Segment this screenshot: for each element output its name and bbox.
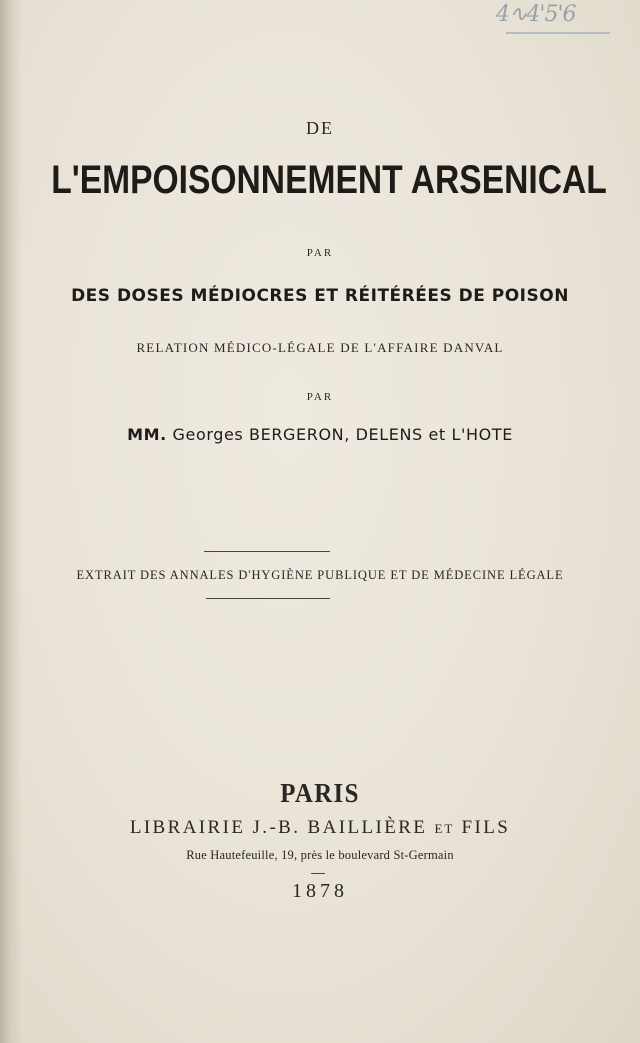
publisher-line (0, 817, 640, 839)
shelf-mark-underline (506, 32, 610, 34)
publisher-et: ET (434, 821, 455, 836)
subtitle: DES DOSES MÉDIOCRES ET RÉITÉRÉES DE POISON (71, 286, 569, 306)
authors-line (0, 425, 640, 444)
handwritten-shelf-mark: 4∿4'5'6 (496, 2, 576, 27)
par-label-1: PAR (306, 247, 334, 259)
publication-year: 1878 (292, 880, 348, 902)
relation-line: RELATION MÉDICO-LÉGALE DE L'AFFAIRE DANVAL (136, 340, 504, 355)
year-dash (311, 873, 325, 874)
extrait-line: EXTRAIT DES ANNALES D'HYGIÈNE PUBLIQUE ET DE MÉDECINE LÉGALE (76, 568, 564, 582)
divider-top (204, 551, 330, 552)
title-de: DE (306, 118, 334, 138)
publisher-address: Rue Hautefeuille, 19, près le boulevard St-Germain (186, 848, 454, 862)
par-label-2: PAR (306, 391, 334, 403)
authors-prefix: MM. (127, 425, 167, 444)
publisher-fils: FILS (461, 817, 511, 838)
imprint-city: PARIS (280, 778, 360, 808)
main-title: L'EMPOISONNEMENT ARSENICAL (51, 158, 607, 202)
divider-bottom (206, 598, 330, 599)
authors-names: Georges BERGERON, DELENS et L'HOTE (172, 425, 513, 444)
publisher-name: LIBRAIRIE J.-B. BAILLIÈRE (129, 817, 428, 838)
